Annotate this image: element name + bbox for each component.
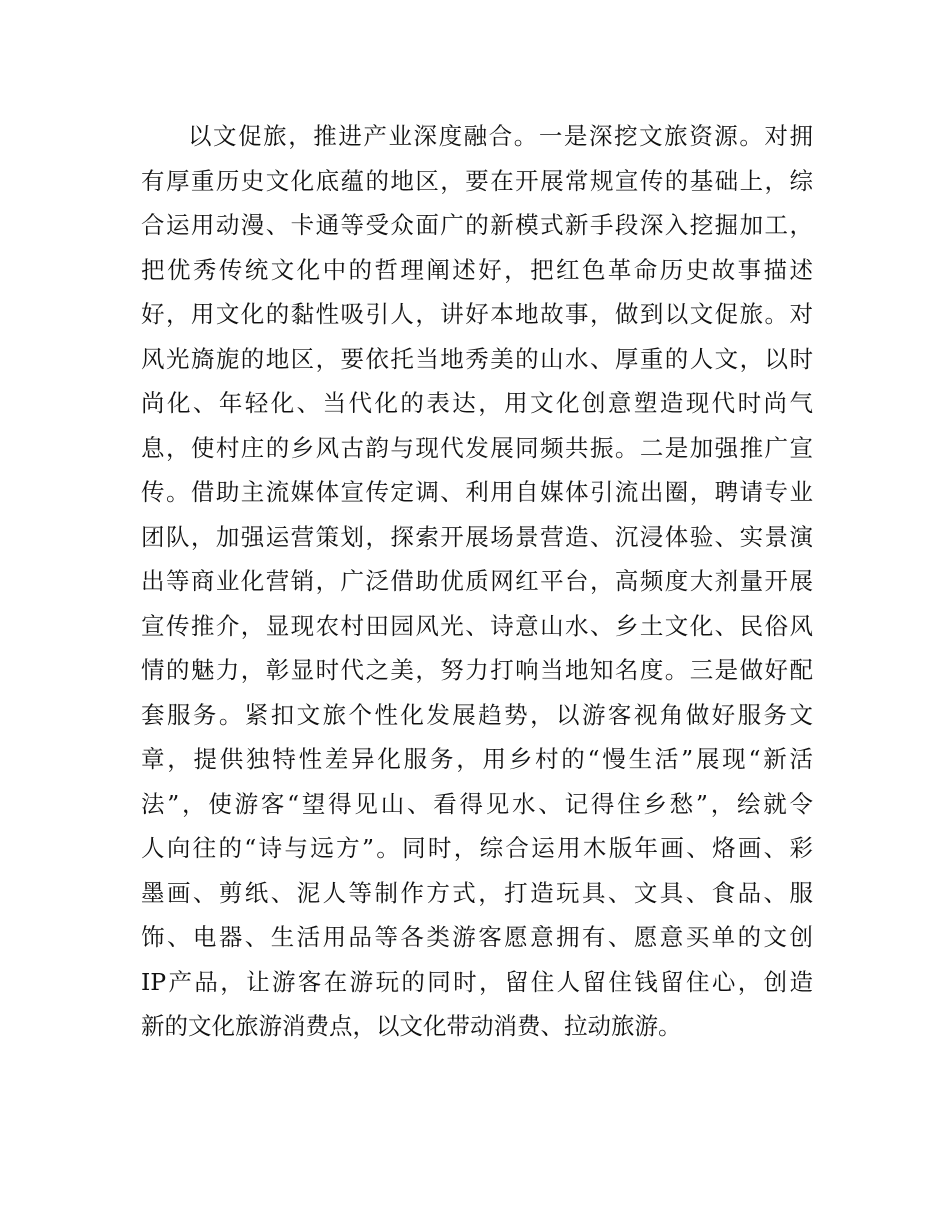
paragraph-line: 风光旖旎的地区，要依托当地秀美的山水、厚重的人文，以时 (141, 344, 813, 373)
body-paragraph (141, 114, 813, 1049)
paragraph-line: 好，用文化的黏性吸引人，讲好本地故事，做到以文促旅。对 (141, 300, 813, 328)
paragraph-line: 宣传推介，显现农村田园风光、诗意山水、乡土文化、民俗风 (141, 611, 813, 640)
paragraph-line: 团队，加强运营策划，探索开展场景营造、沉浸体验、实景演 (141, 522, 813, 551)
paragraph-line: 新的文化旅游消费点，以文化带动消费、拉动旅游。 (141, 1012, 682, 1040)
paragraph-line: 情的魅力，彰显时代之美，努力打响当地知名度。三是做好配 (141, 656, 813, 684)
paragraph-line: 出等商业化营销，广泛借助优质网红平台，高频度大剂量开展 (141, 567, 813, 595)
paragraph-line: IP产品，让游客在游玩的同时，留住人留住钱留住心，创造 (141, 967, 813, 996)
paragraph-line: 饰、电器、生活用品等各类游客愿意拥有、愿意买单的文创 (141, 923, 813, 951)
paragraph-line: 章，提供独特性差异化服务，用乡村的“慢生活”展现“新活 (141, 745, 813, 773)
paragraph-line: 套服务。紧扣文旅个性化发展趋势，以游客视角做好服务文 (141, 700, 813, 729)
paragraph-line: 墨画、剪纸、泥人等制作方式，打造玩具、文具、食品、服 (141, 878, 813, 907)
paragraph-line: 息，使村庄的乡风古韵与现代发展同频共振。二是加强推广宣 (141, 433, 813, 462)
paragraph-line: 以文促旅，推进产业深度融合。一是深挖文旅资源。对拥 (188, 122, 813, 150)
paragraph-line: 有厚重历史文化底蕴的地区，要在开展常规宣传的基础上，综 (141, 166, 813, 195)
paragraph-line: 传。借助主流媒体宣传定调、利用自媒体引流出圈，聘请专业 (141, 478, 813, 506)
paragraph-line: 尚化、年轻化、当代化的表达，用文化创意塑造现代时尚气 (141, 389, 813, 417)
paragraph-line: 把优秀传统文化中的哲理阐述好，把红色革命历史故事描述 (141, 255, 813, 284)
paragraph-line: 合运用动漫、卡通等受众面广的新模式新手段深入挖掘加工， (141, 211, 813, 239)
paragraph-line: 法”，使游客“望得见山、看得见水、记得住乡愁”，绘就令 (141, 789, 813, 818)
paragraph-line: 人向往的“诗与远方”。同时，综合运用木版年画、烙画、彩 (141, 834, 813, 862)
